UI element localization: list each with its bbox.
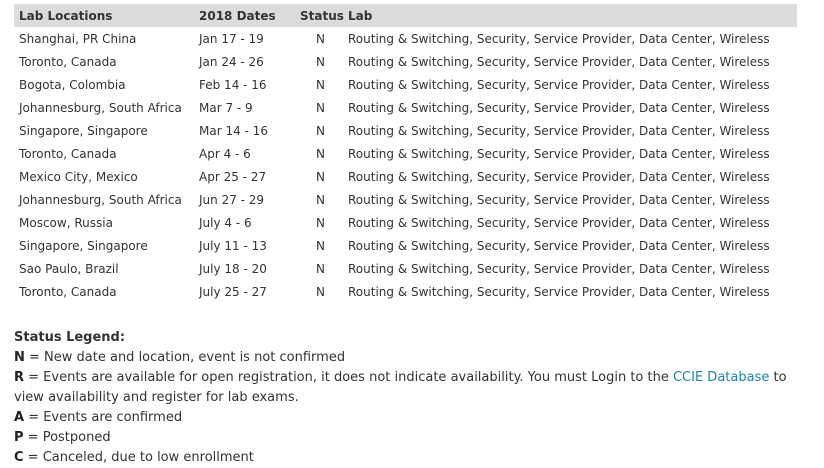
legend-text: = Canceled, due to low enrollment — [23, 450, 254, 465]
cell-location: Singapore, Singapore — [19, 123, 148, 138]
table-row — [14, 188, 797, 211]
cell-location: Moscow, Russia — [19, 215, 113, 230]
legend-text: = New date and location, event is not confirmed — [24, 350, 346, 365]
cell-location: Toronto, Canada — [19, 146, 117, 161]
cell-status: N — [316, 146, 325, 161]
cell-location: Mexico City, Mexico — [19, 169, 138, 184]
table-row — [14, 142, 797, 165]
table-row — [14, 257, 797, 280]
table-row — [14, 165, 797, 188]
cell-lab: Routing & Switching, Security, Service Provider, Data Center, Wireless — [348, 238, 770, 253]
legend-code: C — [14, 450, 24, 465]
cell-status: N — [316, 238, 325, 253]
legend-text: = Events are available for open registration, it does not indicate availability. You must Login to the — [24, 370, 673, 385]
cell-status: N — [316, 31, 325, 46]
cell-dates: Jun 27 - 29 — [199, 192, 265, 207]
table-row — [14, 119, 797, 142]
cell-location: Singapore, Singapore — [19, 238, 148, 253]
cell-dates: Apr 4 - 6 — [199, 146, 251, 161]
lab-schedule-table — [14, 4, 797, 303]
legend-text: to view availability and register for lab exams. — [14, 370, 787, 405]
column-header-location: Lab Locations — [19, 8, 113, 23]
cell-dates: Mar 14 - 16 — [199, 123, 268, 138]
column-header-lab: Lab — [348, 8, 373, 23]
table-row — [14, 50, 797, 73]
cell-dates: July 18 - 20 — [199, 261, 267, 276]
cell-lab: Routing & Switching, Security, Service Provider, Data Center, Wireless — [348, 169, 770, 184]
legend-code: A — [14, 410, 25, 425]
legend-text: = Postponed — [23, 430, 111, 445]
table-row — [14, 211, 797, 234]
cell-dates: Mar 7 - 9 — [199, 100, 253, 115]
cell-location: Toronto, Canada — [19, 54, 117, 69]
legend-item-confirmed — [14, 408, 798, 428]
lab-schedule — [14, 4, 798, 468]
cell-lab: Routing & Switching, Security, Service Provider, Data Center, Wireless — [348, 123, 770, 138]
cell-dates: Apr 25 - 27 — [199, 169, 267, 184]
legend-text: = Events are confirmed — [24, 410, 183, 425]
legend-code: N — [14, 350, 25, 365]
legend-item-new — [14, 348, 798, 368]
column-header-dates: 2018 Dates — [199, 8, 276, 23]
cell-status: N — [316, 123, 325, 138]
ccie-database-link[interactable]: CCIE Database — [672, 370, 770, 385]
cell-status: N — [316, 54, 325, 69]
table-row — [14, 96, 797, 119]
cell-status: N — [316, 192, 325, 207]
cell-location: Johannesburg, South Africa — [19, 192, 182, 207]
cell-status: N — [316, 261, 325, 276]
table-body — [14, 27, 797, 303]
cell-location: Johannesburg, South Africa — [19, 100, 182, 115]
cell-dates: July 4 - 6 — [199, 215, 252, 230]
cell-lab: Routing & Switching, Security, Service Provider, Data Center, Wireless — [348, 54, 770, 69]
cell-dates: Jan 17 - 19 — [199, 31, 264, 46]
cell-status: N — [316, 169, 325, 184]
cell-lab: Routing & Switching, Security, Service Provider, Data Center, Wireless — [348, 261, 770, 276]
cell-dates: Feb 14 - 16 — [199, 77, 267, 92]
cell-lab: Routing & Switching, Security, Service Provider, Data Center, Wireless — [348, 215, 770, 230]
cell-lab: Routing & Switching, Security, Service Provider, Data Center, Wireless — [348, 31, 770, 46]
cell-status: N — [316, 100, 325, 115]
status-legend — [14, 328, 798, 468]
status-legend-title: Status Legend: — [14, 330, 126, 345]
table-row — [14, 280, 797, 303]
cell-dates: July 25 - 27 — [199, 284, 267, 299]
legend-item-canceled — [14, 448, 798, 468]
cell-location: Shanghai, PR China — [19, 31, 137, 46]
table-row — [14, 27, 797, 50]
legend-item-registration — [14, 368, 798, 408]
cell-lab: Routing & Switching, Security, Service Provider, Data Center, Wireless — [348, 77, 770, 92]
legend-item-postponed — [14, 428, 798, 448]
cell-status: N — [316, 77, 325, 92]
cell-lab: Routing & Switching, Security, Service Provider, Data Center, Wireless — [348, 100, 770, 115]
column-header-status: Status — [300, 8, 344, 23]
cell-status: N — [316, 215, 325, 230]
cell-location: Toronto, Canada — [19, 284, 117, 299]
legend-code: P — [14, 430, 24, 445]
table-header-row — [14, 4, 797, 27]
table-row — [14, 234, 797, 257]
cell-status: N — [316, 284, 325, 299]
cell-lab: Routing & Switching, Security, Service Provider, Data Center, Wireless — [348, 284, 770, 299]
legend-code: R — [14, 370, 25, 385]
cell-lab: Routing & Switching, Security, Service Provider, Data Center, Wireless — [348, 192, 770, 207]
cell-dates: July 11 - 13 — [199, 238, 267, 253]
table-row — [14, 73, 797, 96]
cell-dates: Jan 24 - 26 — [199, 54, 264, 69]
cell-lab: Routing & Switching, Security, Service Provider, Data Center, Wireless — [348, 146, 770, 161]
cell-location: Bogota, Colombia — [19, 77, 126, 92]
cell-location: Sao Paulo, Brazil — [19, 261, 119, 276]
